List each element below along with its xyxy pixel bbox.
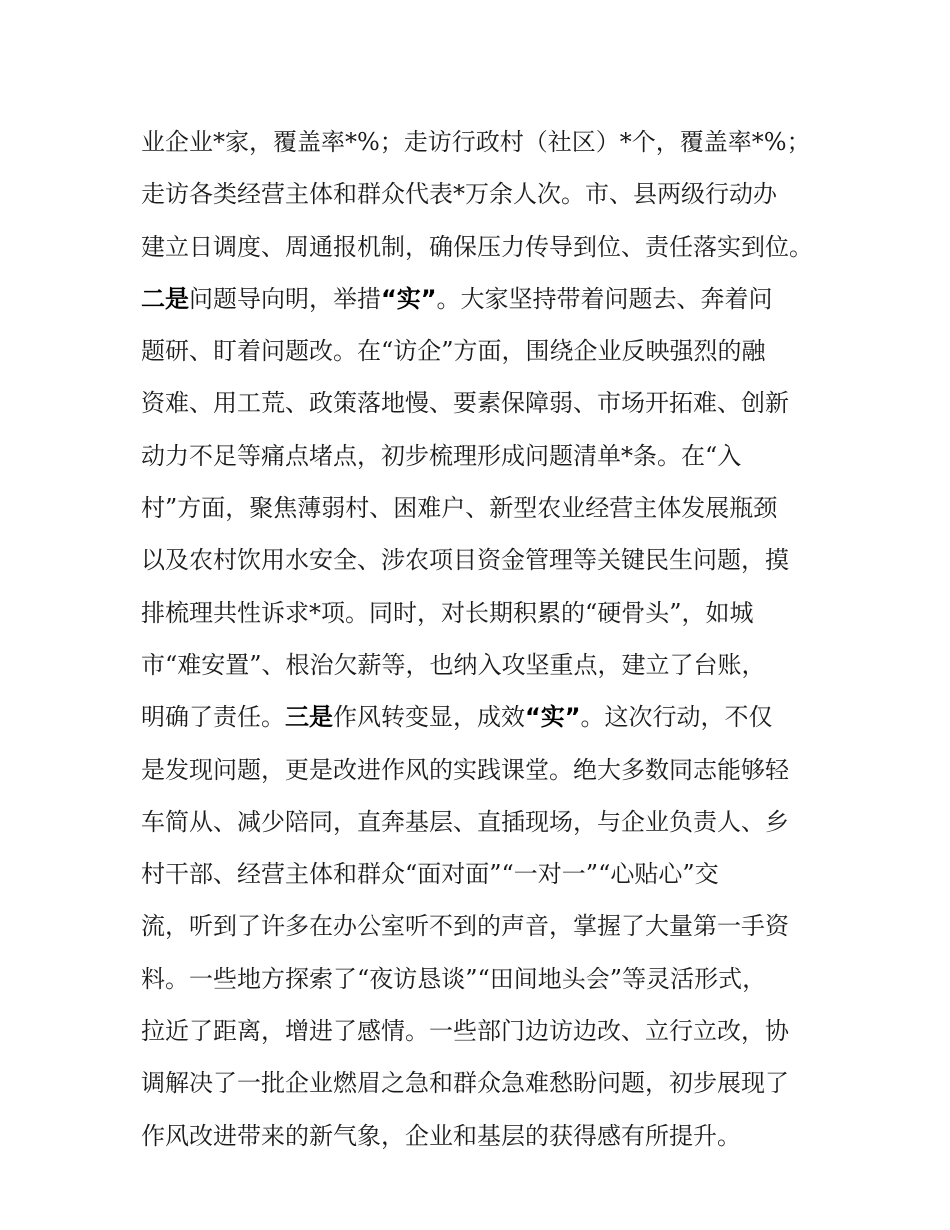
emphasis-text: “实”: [381, 284, 437, 313]
body-text: 建立日调度、周通报机制，确保压力传导到位、责任落实到位。: [141, 232, 813, 261]
body-text: 调解决了一批企业燃眉之急和群众急难愁盼问题，初步展现了: [141, 1069, 789, 1098]
body-text: 拉近了距离，增进了感情。一些部门边访边改、立行立改，协: [141, 1017, 789, 1046]
text-line: [141, 1057, 841, 1109]
body-text: 以及农村饮用水安全、涉农项目资金管理等关键民生问题，摸: [141, 546, 789, 575]
text-line: [141, 482, 841, 534]
body-text: 是发现问题，更是改进作风的实践课堂。绝大多数同志能够轻: [141, 755, 789, 784]
body-text: 村干部、经营主体和群众“面对面”“一对一”“心贴心”交: [141, 860, 719, 889]
text-line: [141, 639, 841, 691]
emphasis-text: 三是: [285, 703, 333, 732]
body-text: 车简从、减少陪同，直奔基层、直插现场，与企业负责人、乡: [141, 807, 789, 836]
body-text: 作风转变显，成效: [333, 703, 525, 732]
body-text: 市“难安置”、根治欠薪等，也纳入攻坚重点，建立了台账，: [141, 650, 766, 679]
body-text: 村”方面，聚焦薄弱村、困难户、新型农业经营主体发展瓶颈: [141, 494, 778, 523]
body-text: 料。一些地方探索了“夜访恳谈”“田间地头会”等灵活形式，: [141, 964, 767, 993]
body-text: 流，听到了许多在办公室听不到的声音，掌握了大量第一手资: [141, 912, 789, 941]
text-line: [141, 587, 841, 639]
text-line: [141, 1005, 841, 1057]
body-text: 问题导向明，举措: [189, 284, 381, 313]
text-line: [141, 273, 841, 325]
text-line: [141, 377, 841, 429]
body-text: 业企业*家，覆盖率*%；走访行政村（社区）*个，覆盖率*%；: [141, 128, 811, 156]
text-line: [141, 953, 841, 1005]
text-line: [141, 848, 841, 900]
text-line: [141, 534, 841, 586]
text-line: [141, 1110, 841, 1162]
body-text: 作风改进带来的新气象，企业和基层的获得感有所提升。: [141, 1121, 741, 1150]
text-line: [141, 900, 841, 952]
body-paragraph: [141, 116, 841, 1162]
text-line: [141, 116, 841, 168]
text-line: [141, 221, 841, 273]
body-text: 明确了责任。: [141, 703, 285, 732]
text-line: [141, 168, 841, 220]
text-line: [141, 796, 841, 848]
emphasis-text: 二是: [141, 284, 189, 313]
body-text: 。这次行动，不仅: [580, 703, 773, 732]
text-line: [141, 691, 841, 743]
text-line: [141, 744, 841, 796]
text-line: [141, 430, 841, 482]
body-text: 动力不足等痛点堵点，初步梳理形成问题清单*条。在“入: [141, 441, 742, 470]
body-text: 。大家坚持带着问题去、奔着问: [436, 284, 773, 313]
body-text: 走访各类经营主体和群众代表*万余人次。市、县两级行动办: [141, 180, 777, 209]
body-text: 题研、盯着问题改。在“访企”方面，围绕企业反映强烈的融: [141, 337, 766, 366]
body-text: 资难、用工荒、政策落地慢、要素保障弱、市场开拓难、创新: [141, 389, 789, 418]
text-line: [141, 325, 841, 377]
emphasis-text: “实”: [525, 703, 581, 732]
body-text: 排梳理共性诉求*项。同时，对长期积累的“硬骨头”，如城: [141, 598, 754, 627]
